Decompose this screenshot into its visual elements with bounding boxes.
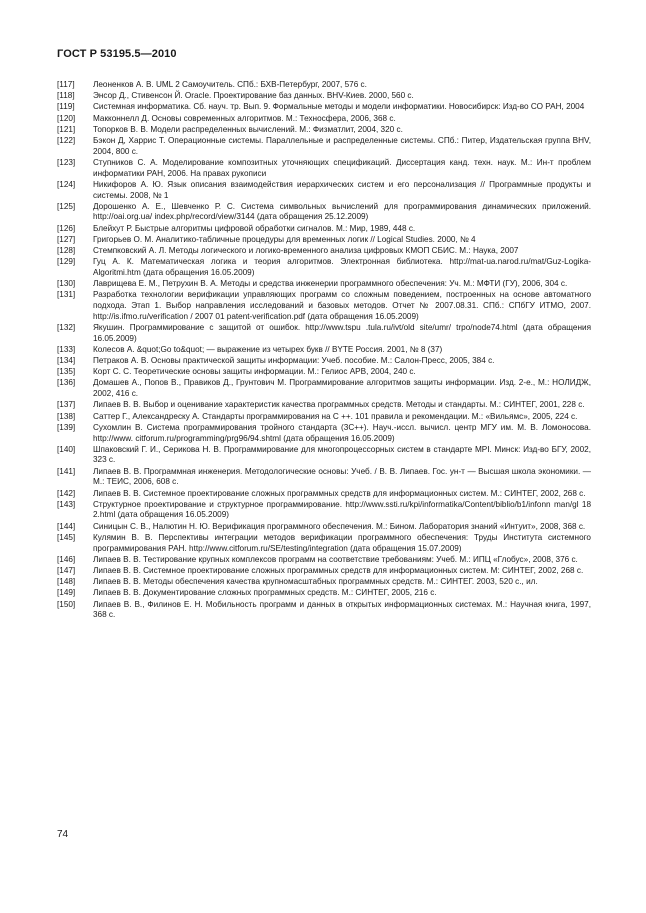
reference-item [57,566,591,577]
reference-number: [130] [57,279,76,289]
reference-text: Липаев В. В. Системное проектирование сложных программных средств для информационных систем. М.: СИНТЕГ, 2002, 268 с. [93,488,586,498]
reference-item [57,246,591,257]
reference-number: [133] [57,344,76,354]
reference-text: Якушин. Программирование с защитой от ошибок. http://www.tspu .tula.ru/ivt/old site/umr/ trpo/node74.html (дата обращения 16.05.2009) [93,322,591,343]
reference-item [57,378,591,399]
reference-text: Липаев В. В., Филинов Е. Н. Мобильность программ и данных в открытых информационных системах. М.: Научная книга, 1997, 368 с. [93,599,591,620]
reference-text: Липаев В. В. Выбор и оценивание характеристик качества программных средств. Методы и стандарты. М.: СИНТЕГ, 2001, 228 с. [93,400,585,410]
reference-item [57,80,591,91]
reference-number: [128] [57,246,76,256]
reference-item [57,588,591,599]
reference-number: [139] [57,422,76,432]
reference-text: Сухомлин В. Система программирования тройного стандарта (3С++). Науч.-иссл. вычисл. центр МГУ им. М. В. Ломоносова. http://www. citforum.ru/programming/prg96/94.shtml (дата обращения 16.05.2009) [93,422,591,443]
reference-number: [126] [57,223,76,233]
reference-number: [136] [57,378,76,388]
reference-item [57,356,591,367]
reference-number: [150] [57,599,76,609]
reference-number: [147] [57,565,76,575]
reference-number: [134] [57,356,76,366]
reference-number: [127] [57,234,76,244]
reference-text: Синицын С. В., Налютин Н. Ю. Верификация программного обеспечения. М.: Бином. Лаборатория знаний «Интуит», 2008, 368 с. [93,521,586,531]
reference-item [57,412,591,423]
reference-text: Стемпковский А. Л. Методы логического и логико-временного анализа цифровых КМОП СБИС. М.: Наука, 2007 [93,246,519,256]
reference-text: Саттер Г., Александреску А. Стандарты программирования на С ++. 101 правила и рекомендации. М.: «Вильямс», 2005, 224 с. [93,411,578,421]
reference-item [57,91,591,102]
reference-text: Липаев В. В. Методы обеспечения качества крупномасштабных программных средств. М.: СИНТЕГ. 2003, 520 с., ил. [93,577,538,587]
reference-text: Корт С. С. Теоретические основы защиты информации. М.: Гелиос АРВ, 2004, 240 с. [93,367,416,377]
reference-item [57,202,591,223]
reference-number: [141] [57,466,76,476]
reference-text: Шпаковский Г. И., Серикова Н. В. Программирование для многопроцессорных систем в стандарте MPI. Минск: Изд-во БГУ, 2002, 323 с. [93,444,591,465]
reference-text: Никифоров А. Ю. Язык описания взаимодействия иерархических систем и его персонализация // Программные продукты и системы. 2008, № 1 [93,179,591,200]
reference-text: Колесов А. &quot;Go to&quot; — выражение из четырех букв // BYTE Россия. 2001, № 8 (37) [93,344,443,354]
reference-text: Липаев В. В. Тестирование крупных комплексов программ на соответствие требованиям: Учеб. М.: ИПЦ «Глобус», 2008, 376 с. [93,554,578,564]
reference-item [57,323,591,344]
reference-item [57,136,591,157]
reference-number: [148] [57,577,76,587]
reference-number: [131] [57,290,76,300]
reference-number: [135] [57,367,76,377]
reference-item [57,290,591,322]
reference-number: [119] [57,102,75,112]
reference-text: Григорьев О. М. Аналитико-табличные процедуры для временных логик // Logical Studies. 2000, № 4 [93,234,476,244]
reference-number: [145] [57,532,76,542]
reference-item [57,555,591,566]
reference-item [57,600,591,621]
reference-number: [122] [57,136,76,146]
reference-item [57,467,591,488]
reference-text: Бэкон Д, Харрис Т. Операционные системы. Параллельные и распределенные системы. СПб.: Питер, Издательская группа BHV, 2004, 800 с. [93,136,591,156]
reference-number: [138] [57,411,76,421]
reference-item [57,345,591,356]
reference-number: [143] [57,499,76,509]
reference-item [57,158,591,179]
reference-number: [132] [57,322,76,332]
reference-item [57,114,591,125]
reference-number: [129] [57,257,76,267]
reference-item [57,235,591,246]
reference-number: [144] [57,521,76,531]
reference-list [57,80,591,621]
reference-number: [118] [57,91,75,101]
reference-text: Дорошенко А. Е., Шевченко Р. С. Система символьных вычислений для программирования динамических приложений. http://oai.org.ua/ index.php/record/view/3144 (дата обращения 25.12.2009) [93,201,591,222]
reference-item [57,533,591,554]
reference-item [57,423,591,444]
reference-text: Ступников С. А. Моделирование композитных уточняющих спецификаций. Диссертация канд. техн. наук. М.: Ин-т проблем информатики РАН, 2006. На правах рукописи [93,157,591,178]
reference-text: Блейхут Р. Быстрые алгоритмы цифровой обработки сигналов. М.: Мир, 1989, 448 с. [93,223,416,233]
reference-item [57,489,591,500]
reference-text: Липаев В. В. Программная инженерия. Методологические основы: Учеб. / В. В. Липаев. Гос. ун-т — Высшая школа экономики. — М.: ТЕИС, 2006, 608 с. [93,466,591,487]
reference-number: [137] [57,400,76,410]
reference-item [57,102,591,113]
reference-text: Липаев В. В. Системное проектирование сложных программных средств для информационных систем. М: СИНТЕГ, 2002, 268 с. [93,565,584,575]
reference-text: Леоненков А. В. UML 2 Самоучитель. СПб.: БХВ-Петербург, 2007, 576 с. [93,80,367,89]
reference-text: Системная информатика. Сб. науч. тр. Вып. 9. Формальные методы и модели информатики. Новосибирск: Изд-во СО РАН, 2004 [93,102,585,112]
page-number: 74 [57,829,69,840]
reference-text: Петраков А. В. Основы практической защиты информации: Учеб. пособие. М.: Салон-Пресс, 2005, 384 с. [93,356,495,366]
reference-text: Домашев А., Попов В., Правиков Д., Грунтович М. Программирование алгоритмов защиты информации. Изд. 2-е., М.: НОЛИДЖ, 2002, 416 с. [93,378,591,399]
reference-item [57,445,591,466]
reference-text: Энсор Д., Стивенсон Й. Oracle. Проектирование баз данных. BHV-Киев. 2000, 560 с. [93,91,414,101]
reference-item [57,279,591,290]
document-header: ГОСТ Р 53195.5—2010 [57,48,177,60]
reference-item [57,522,591,533]
reference-number: [149] [57,588,76,598]
reference-text: Гуц А. К. Математическая логика и теория алгоритмов. Электронная библиотека. http://mat-ua.narod.ru/mat/Guz-Logika-Algoritmi.htm (дата обращения 16.05.2009) [93,257,591,277]
reference-text: Структурное проектирование и структурное программирование. http://www.ssti.ru/kpi/informatika/Content/biblio/b1/infonn man/gl 18 2.html (дата обращения 16.05.2009) [93,499,591,520]
reference-item [57,577,591,588]
reference-number: [117] [57,80,75,89]
reference-item [57,125,591,136]
reference-item [57,367,591,378]
reference-text: Топорков В. В. Модели распределенных вычислений. М.: Физматлит, 2004, 320 с. [93,124,403,134]
reference-item [57,257,591,278]
reference-item [57,500,591,521]
reference-number: [142] [57,488,76,498]
reference-text: Лаврищева Е. М., Петрухин В. А. Методы и средства инженерии программного обеспечения: Уч. М.: МФТИ (ГУ), 2006, 304 с. [93,279,568,289]
reference-text: Разработка технологии верификации управляющих программ со сложным поведением, построенных на основе автоматного подхода. Этап 1. Выбор направления исследований и базовых методов. Отчет № 2007.08.31. СПб.: СПбГУ ИТМО, 2007. http://is.ifmo.ru/verification / 2007 01 patent-verification.pdf (дата обращения 16.05.2009) [93,290,591,321]
reference-number: [120] [57,113,76,123]
reference-text: Кулямин В. В. Перспективы интеграции методов верификации программного обеспечения: Труды Института системного программирования РАН. http://www.citforum.ru/SE/testing/integration (дата обращения 15.07.2009) [93,532,591,553]
reference-item [57,400,591,411]
reference-number: [125] [57,201,76,211]
reference-item [57,180,591,201]
reference-text: Липаев В. В. Документирование сложных программных средств. М.: СИНТЕГ, 2005, 216 с. [93,588,437,598]
reference-number: [124] [57,179,76,189]
reference-number: [146] [57,554,76,564]
reference-item [57,224,591,235]
reference-number: [140] [57,444,76,454]
reference-text: Макконнелл Д. Основы современных алгоритмов. М.: Техносфера, 2006, 368 с. [93,113,396,123]
reference-number: [123] [57,157,76,167]
reference-number: [121] [57,124,76,134]
